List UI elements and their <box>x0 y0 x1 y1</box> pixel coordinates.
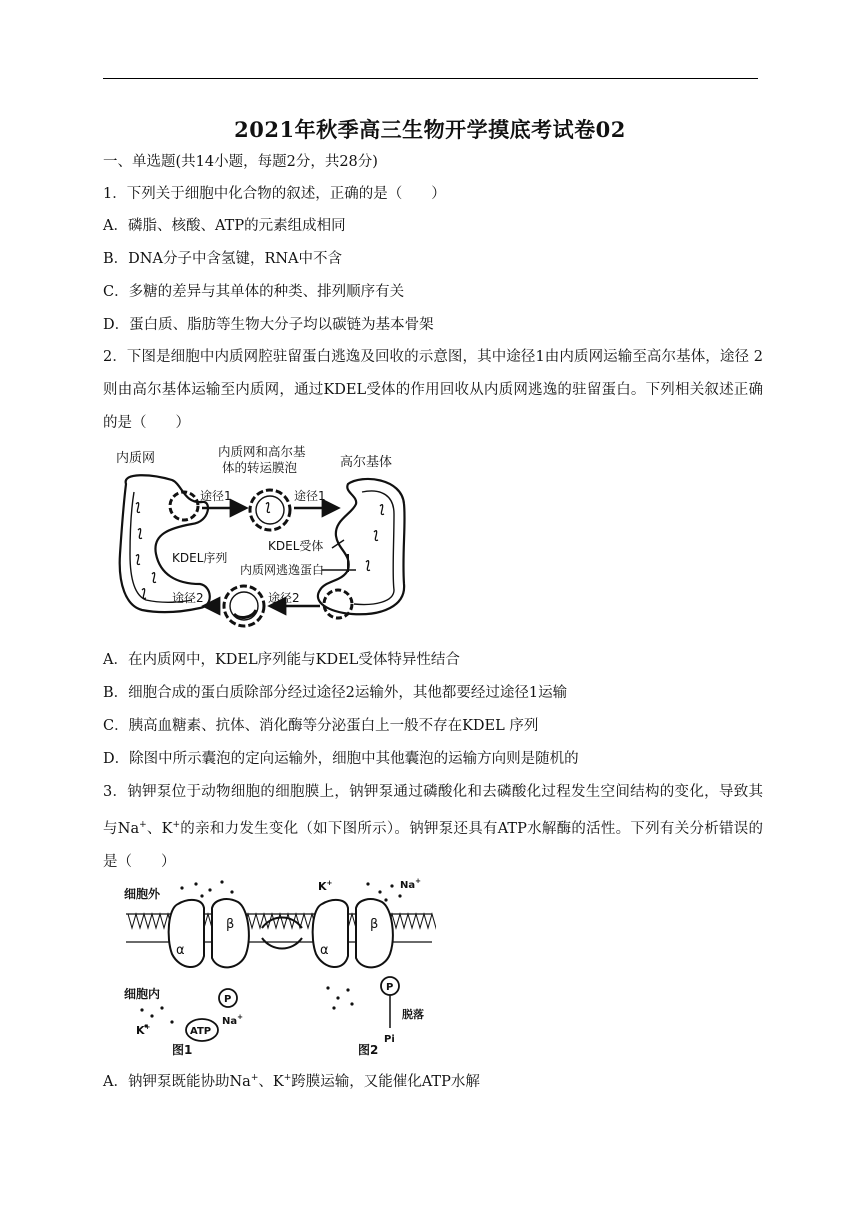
q2-option-a: A．在内质网中，KDEL序列能与KDEL受体特异性结合 <box>103 652 460 668</box>
label-k-fig2: K+ <box>318 879 333 893</box>
q3-stem-sup1: + <box>139 820 147 830</box>
label-path2-b: 途径2 <box>172 591 204 605</box>
q3-option-a-part1: A．钠钾泵既能协助Na <box>103 1074 251 1090</box>
label-path2-a: 途径2 <box>268 591 300 605</box>
label-beta-1: β <box>226 917 235 932</box>
label-detach: 脱落 <box>402 1008 424 1021</box>
q2-stem: 2．下图是细胞中内质网腔驻留蛋白逃逸及回收的示意图，其中途径1由内质网运输至高尔基体，途径 2则由高尔基体运输至内质网，通过KDEL受体的作用回收从内质网逃逸的驻留蛋白。下列相关叙述正确的是（ ） <box>103 349 763 431</box>
label-path1-a: 途径1 <box>200 489 232 503</box>
label-fig1: 图1 <box>172 1043 193 1057</box>
q2-option-d: D．除图中所示囊泡的定向运输外，细胞中其他囊泡的运输方向则是随机的 <box>103 751 579 767</box>
label-beta-2: β <box>370 917 379 932</box>
q1-option-b: B．DNA分子中含氢键，RNA中不含 <box>103 251 343 267</box>
label-kdel-receptor: KDEL受体 <box>268 539 324 553</box>
label-outside: 细胞外 <box>124 887 161 901</box>
header-rule <box>103 78 758 79</box>
q2-option-b: B．细胞合成的蛋白质除部分经过途径2运输外，其他都要经过途径1运输 <box>103 685 568 701</box>
label-escaped-protein: 内质网逃逸蛋白 <box>240 563 325 577</box>
q2-figure <box>112 444 412 640</box>
q1-stem: 1．下列关于细胞中化合物的叙述，正确的是（ ） <box>103 186 446 202</box>
q3-option-a-part3: 跨膜运输，又能催化ATP水解 <box>291 1074 480 1090</box>
q3-option-a-part2: 、K <box>258 1074 284 1090</box>
label-na-fig2: Na+ <box>400 878 421 891</box>
label-vesicle-line2: 体的转运膜泡 <box>222 460 298 475</box>
q1-option-a: A．磷脂、核酸、ATP的元素组成相同 <box>103 218 346 234</box>
label-path1-b: 途径1 <box>294 489 326 503</box>
label-atp: ATP <box>190 1026 212 1037</box>
q1-option-c: C．多糖的差异与其单体的种类、排列顺序有关 <box>103 284 405 300</box>
label-er: 内质网 <box>116 451 156 466</box>
q3-stem-part2: 、K <box>146 821 173 837</box>
page-title: 2021年秋季高三生物开学摸底考试卷02 <box>234 117 626 142</box>
q3-stem-sup2: + <box>172 820 181 830</box>
q2-option-c: C．胰高血糖素、抗体、消化酶等分泌蛋白上一般不存在KDEL 序列 <box>103 718 539 734</box>
q3-stem-part3: 的亲和力发生变化（如下图所示）。钠钾泵还具有ATP水解酶的活性。下列有关分析错误的是（ ） <box>103 821 763 870</box>
q3-figure <box>122 878 436 1062</box>
label-pi: Pi <box>384 1034 395 1045</box>
label-alpha-2: α <box>320 943 329 958</box>
q3-stem-part1: 3．钠钾泵位于动物细胞的细胞膜上，钠钾泵通过磷酸化和去磷酸化过程发生空间结构的变化，导致其与Na <box>103 784 763 837</box>
section-heading: 一、单选题(共14小题，每题2分，共28分) <box>103 154 378 170</box>
q1-option-d: D．蛋白质、脂肪等生物大分子均以碳链为基本骨架 <box>103 317 434 333</box>
label-p-2: P <box>386 982 394 993</box>
label-vesicle-line1: 内质网和高尔基 <box>218 444 306 459</box>
q3-stem <box>103 776 763 875</box>
q3-option-a <box>103 1068 763 1092</box>
label-inside: 细胞内 <box>124 987 161 1001</box>
label-na-fig1: Na+ <box>222 1013 243 1027</box>
label-k-fig1: K+ <box>136 1023 151 1037</box>
label-kdel-sequence: KDEL序列 <box>172 551 228 565</box>
q3-option-a-sup1: + <box>250 1073 259 1083</box>
label-alpha-1: α <box>176 943 185 958</box>
label-p-1: P <box>224 994 232 1005</box>
label-golgi: 高尔基体 <box>340 455 393 470</box>
label-fig2: 图2 <box>358 1043 379 1057</box>
q3-option-a-sup2: + <box>283 1073 292 1083</box>
